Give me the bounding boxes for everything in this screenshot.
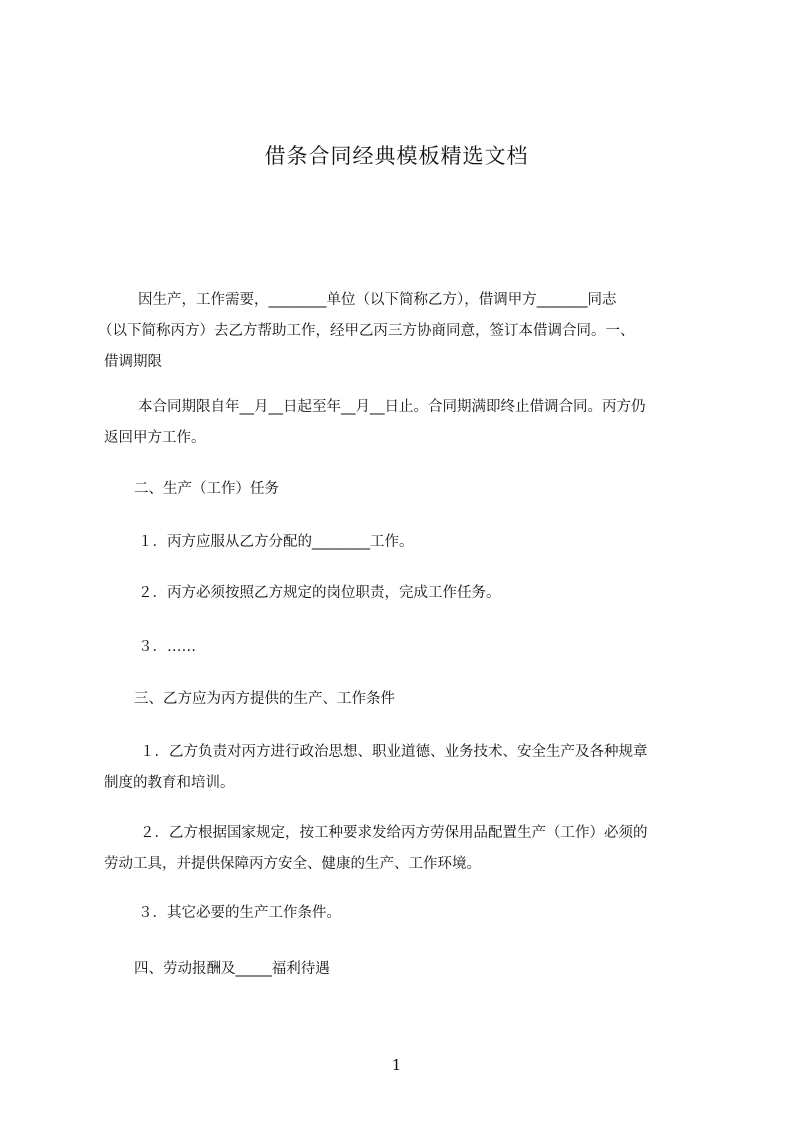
page-number: 1 [391, 1056, 402, 1074]
paragraph-intro [98, 285, 704, 378]
paragraph-line: 本合同期限自年__月__日起至年__月__日止。合同期满即终止借调合同。丙方仍 [138, 399, 646, 415]
clause-3-2 [104, 818, 704, 880]
paragraph-line: 三、乙方应为丙方提供的生产、工作条件 [134, 691, 395, 707]
paragraph-line: 二、生产（工作）任务 [134, 481, 279, 497]
paragraph-line: ２．丙方必须按照乙方规定的岗位职责，完成工作任务。 [138, 585, 501, 601]
paragraph-line: １．乙方负责对丙方进行政治思想、职业道德、业务技术、安全生产及各种规章 [140, 744, 648, 760]
document-title: 借条合同经典模板精选文档 [264, 144, 529, 168]
section-heading-3 [104, 684, 704, 715]
paragraph-line: 因生产，工作需要，________单位（以下简称乙方），借调甲方_______同志 [138, 292, 617, 308]
paragraph-line: （以下简称丙方）去乙方帮助工作，经甲乙丙三方协商同意，签订本借调合同。一、 [98, 323, 635, 339]
paragraph-line: １．丙方应服从乙方分配的________工作。 [138, 534, 414, 550]
paragraph-line: 借调期限 [104, 354, 162, 370]
section-heading-2 [104, 474, 704, 505]
clause-2-3 [104, 632, 704, 663]
clause-2-1 [104, 527, 704, 558]
paragraph-line: 劳动工具，并提供保障丙方安全、健康的生产、工作环境。 [104, 856, 481, 872]
paragraph-term [104, 392, 704, 454]
section-heading-4 [104, 954, 704, 985]
paragraph-line: ３．…… [138, 639, 196, 655]
paragraph-line: 返回甲方工作。 [104, 430, 206, 446]
paragraph-line: ２．乙方根据国家规定，按工种要求发给丙方劳保用品配置生产（工作）必须的 [140, 825, 648, 841]
paragraph-line: ３．其它必要的生产工作条件。 [138, 905, 341, 921]
paragraph-line: 制度的教育和培训。 [104, 775, 235, 791]
clause-3-1 [104, 737, 704, 799]
clause-2-2 [104, 578, 704, 609]
clause-3-3 [104, 898, 704, 929]
paragraph-line: 四、劳动报酬及_____福利待遇 [134, 961, 330, 977]
